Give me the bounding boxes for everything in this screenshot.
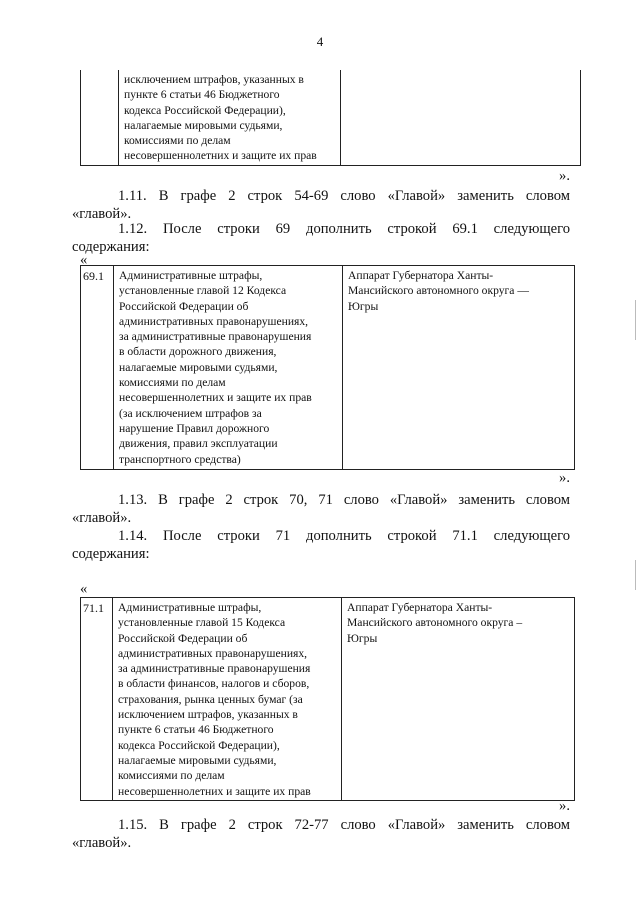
paragraph-1-14 xyxy=(72,527,570,563)
paragraph-line: содержания: xyxy=(72,239,150,255)
table-row xyxy=(81,266,575,470)
revenue-description-cell: Административные штрафы, установленные главой 12 Кодекса Российской Федерации об административных правонарушениях, за административные правонарушения в области дорожного движения, налагаемые мировыми судьями, комиссиями по делам несовершеннолетних и защите их прав (за исключением штрафов за нарушение Правил дорожного движения, правил эксплуатации транспортного средства) xyxy=(114,266,343,470)
paragraph-line: «главой». xyxy=(72,206,132,222)
administrator-cell: Аппарат Губернатора Ханты- Мансийского автономного округа — Югры xyxy=(343,266,575,470)
page-number: 4 xyxy=(316,34,324,49)
closing-quote: ». xyxy=(559,168,570,184)
paragraph-line: 1.14. После строки 71 дополнить строкой 71.1 следующего xyxy=(118,528,570,544)
paragraph-1-11 xyxy=(72,187,570,223)
administrator-cell xyxy=(341,70,581,166)
closing-quote: ». xyxy=(559,798,570,814)
paragraph-line: «главой». xyxy=(72,835,132,851)
paragraph-line: 1.12. После строки 69 дополнить строкой 69.1 следующего xyxy=(118,221,570,237)
paragraph-line: 1.11. В графе 2 строк 54-69 слово «Главой» заменить словом xyxy=(118,188,570,204)
table-row xyxy=(81,70,581,166)
opening-quote: « xyxy=(80,581,88,597)
paragraph-line: «главой». xyxy=(72,510,132,526)
table-row xyxy=(81,598,575,801)
table-fragment-continuation xyxy=(80,70,581,166)
row-number-cell: 71.1 xyxy=(81,598,113,801)
row-number-cell xyxy=(81,70,119,166)
paragraph-1-13 xyxy=(72,491,570,527)
scan-edge-mark xyxy=(635,300,636,340)
administrator-cell: Аппарат Губернатора Ханты- Мансийского автономного округа – Югры xyxy=(342,598,575,801)
paragraph-line: 1.15. В графе 2 строк 72-77 слово «Главой» заменить словом xyxy=(118,817,570,833)
closing-quote: ». xyxy=(559,470,570,486)
opening-quote: « xyxy=(80,252,88,268)
paragraph-line: содержания: xyxy=(72,546,150,562)
revenue-description-cell: исключением штрафов, указанных в пункте 6 статьи 46 Бюджетного кодекса Российской Федерации), налагаемые мировыми судьями, комиссиями по делам несовершеннолетних и защите их прав xyxy=(119,70,341,166)
paragraph-1-15 xyxy=(72,816,570,852)
paragraph-line: 1.13. В графе 2 строк 70, 71 слово «Главой» заменить словом xyxy=(118,492,570,508)
table-row-71-1 xyxy=(80,597,575,801)
row-number-cell: 69.1 xyxy=(81,266,114,470)
revenue-description-cell: Административные штрафы, установленные главой 15 Кодекса Российской Федерации об административных правонарушениях, за административные правонарушения в области финансов, налогов и сборов, страхования, рынка ценных бумаг (за исключением штрафов, указанных в пункте 6 статьи 46 Бюджетного кодекса Российской Федерации), налагаемые мировыми судьями, комиссиями по делам несовершеннолетних и защите их прав xyxy=(113,598,342,801)
table-row-69-1 xyxy=(80,265,575,470)
scan-edge-mark xyxy=(635,560,636,590)
paragraph-1-12 xyxy=(72,220,570,256)
